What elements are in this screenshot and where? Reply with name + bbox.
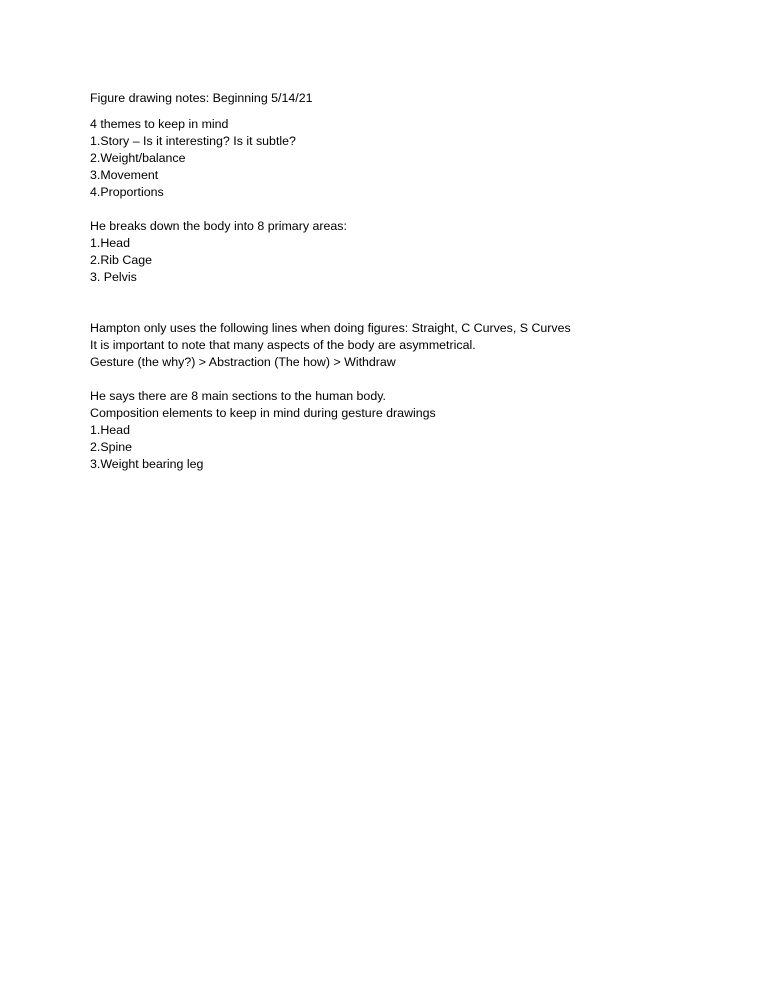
lines-note: Hampton only uses the following lines when doing figures: Straight, C Curves, S Curves xyxy=(90,321,571,335)
themes-intro: 4 themes to keep in mind xyxy=(90,117,229,131)
spacer xyxy=(90,371,690,388)
sections-intro: He says there are 8 main sections to the human body. xyxy=(90,389,386,403)
composition-intro: Composition elements to keep in mind during gesture drawings xyxy=(90,406,436,420)
document-body xyxy=(90,90,690,473)
gesture-note: Gesture (the why?) > Abstraction (The how) > Withdraw xyxy=(90,355,396,369)
document-title: Figure drawing notes: Beginning 5/14/21 xyxy=(90,91,313,105)
composition-item: 3.Weight bearing leg xyxy=(90,457,204,471)
area-item: 1.Head xyxy=(90,236,130,250)
composition-item: 1.Head xyxy=(90,423,130,437)
composition-item: 2.Spine xyxy=(90,440,133,454)
theme-item: 4.Proportions xyxy=(90,185,164,199)
areas-intro: He breaks down the body into 8 primary areas: xyxy=(90,219,347,233)
spacer xyxy=(90,286,690,320)
area-item: 2.Rib Cage xyxy=(90,253,152,267)
spacer xyxy=(90,201,690,218)
theme-item: 2.Weight/balance xyxy=(90,151,186,165)
spacer xyxy=(90,107,690,116)
asymmetry-note: It is important to note that many aspects of the body are asymmetrical. xyxy=(90,338,476,352)
area-item: 3. Pelvis xyxy=(90,270,137,284)
theme-item: 3.Movement xyxy=(90,168,159,182)
theme-item: 1.Story – Is it interesting? Is it subtle? xyxy=(90,134,296,148)
